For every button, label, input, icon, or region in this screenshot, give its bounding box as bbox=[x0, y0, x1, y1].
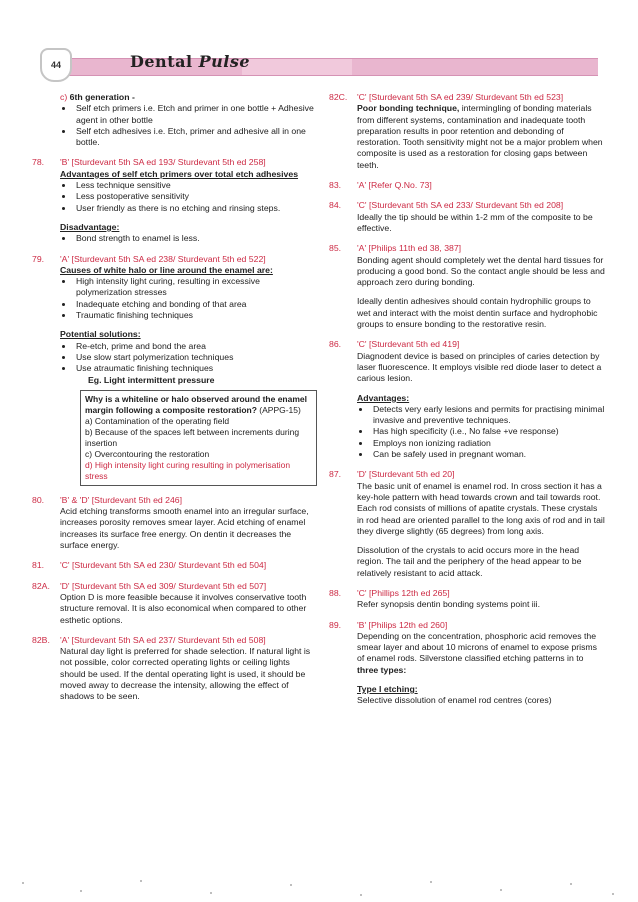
speckle bbox=[500, 889, 502, 891]
answer-text: Depending on the concentration, phosphoric acid removes the smear layer and about 10 microns of enamel to expose prisms of enamel rods. Silverstone classified etching patterns in to bbox=[357, 630, 597, 664]
question-87 bbox=[329, 469, 605, 579]
speckle bbox=[430, 881, 432, 883]
question-80 bbox=[32, 495, 317, 551]
answer-bold: three types: bbox=[357, 664, 407, 675]
causes-heading: Causes of white halo or line around the enamel are: bbox=[60, 264, 273, 275]
speckle bbox=[290, 884, 292, 886]
advantages-heading: Advantages: bbox=[357, 392, 410, 403]
answer-reference: 'A' [Refer Q.No. 73] bbox=[357, 180, 432, 191]
answer-bold: Poor bonding technique, bbox=[357, 103, 460, 114]
advantages-heading: Advantages of self etch primers over total etch adhesives bbox=[60, 168, 299, 179]
example-text: Eg. Light intermittent pressure bbox=[88, 374, 215, 385]
speckle bbox=[360, 894, 362, 896]
question-box bbox=[80, 390, 317, 486]
answer-reference: 'C' [Sturdevant 5th SA ed 239/ Sturdevant 5th ed 523] bbox=[357, 92, 564, 102]
question-number: 89. bbox=[329, 619, 342, 630]
list-item: • Self etch adhesives i.e. Etch, primer and adhesive all in one bottle. bbox=[74, 126, 317, 149]
question-81 bbox=[32, 560, 317, 571]
logo-script: Pulse bbox=[198, 52, 251, 71]
answer-text: Ideally the tip should be within 1-2 mm of the composite to be effective. bbox=[357, 211, 593, 233]
question-85 bbox=[329, 243, 605, 330]
tooth-icon bbox=[40, 48, 72, 82]
box-question: Why is a whiteline or halo observed around the enamel margin following a composite restoration? bbox=[85, 393, 307, 415]
box-option-a: a) Contamination of the operating field bbox=[85, 415, 230, 426]
answer-reference: 'B' [Sturdevant 5th SA ed 193/ Sturdevant 5th ed 258] bbox=[60, 157, 266, 168]
question-82a bbox=[32, 581, 317, 626]
answer-text: Selective dissolution of enamel rod centres (cores) bbox=[357, 695, 552, 706]
question-78 bbox=[32, 157, 317, 244]
question-88 bbox=[329, 588, 605, 611]
answer-text: Refer synopsis dentin bonding systems point iii. bbox=[357, 599, 541, 610]
box-tag: (APPG-15) bbox=[259, 404, 301, 415]
list-item: • Less technique sensitive bbox=[74, 180, 317, 191]
speckle bbox=[22, 882, 24, 884]
list-item: • Use slow start polymerization techniques bbox=[74, 352, 317, 363]
list-item: • Re-etch, prime and bond the area bbox=[74, 341, 317, 352]
answer-text: Acid etching transforms smooth enamel into an irregular surface, increases porosity removes smear layer. Acid etching of enamel increases its surface free energy. On dentin it decreases the surface energy. bbox=[60, 506, 309, 551]
question-79 bbox=[32, 254, 317, 486]
type-heading: Type I etching: bbox=[357, 684, 418, 695]
answer-reference: 'D' [Sturdevant 5th ed 20] bbox=[357, 469, 455, 480]
question-number: 81. bbox=[32, 560, 45, 571]
question-86 bbox=[329, 339, 605, 460]
answer-text: Bonding agent should completely wet the dental hard tissues for producing a good bond. So the contact angle should be less and approach zero during bonding. bbox=[357, 254, 605, 288]
speckle bbox=[140, 880, 142, 882]
question-number: 78. bbox=[32, 157, 45, 168]
list-item: • Detects very early lesions and permits for practising minimal invasive and preventive techniques. bbox=[371, 404, 605, 427]
item-c bbox=[32, 92, 317, 148]
box-option-c: c) Overcontouring the restoration bbox=[85, 448, 210, 459]
list-item: • User friendly as there is no etching and rinsing steps. bbox=[74, 203, 317, 214]
answer-reference: 'A' [Philips 11th ed 38, 387] bbox=[357, 243, 462, 254]
question-number: 85. bbox=[329, 243, 342, 254]
box-option-b: b) Because of the spaces left between increments during insertion bbox=[85, 426, 300, 448]
question-82c bbox=[329, 92, 605, 171]
question-number: 84. bbox=[329, 200, 342, 211]
list-item: • Has high specificity (i.e., No false +ve response) bbox=[371, 426, 605, 437]
question-number: 82C. bbox=[329, 92, 348, 102]
page-number: 44 bbox=[50, 60, 61, 70]
question-number: 82A. bbox=[32, 580, 50, 591]
item-title: 6th generation - bbox=[69, 92, 135, 102]
answer-reference: 'D' [Sturdevant 5th SA ed 309/ Sturdevant 5th ed 507] bbox=[60, 580, 267, 591]
answer-text: Option D is more feasible because it involves conservative tooth structure removal. It is also economical when compared to other esthetic options. bbox=[60, 591, 307, 625]
question-84 bbox=[329, 200, 605, 234]
speckle bbox=[612, 893, 614, 895]
answer-reference: 'C' [Sturdevant 5th ed 419] bbox=[357, 339, 460, 350]
page-footer-texture bbox=[0, 872, 638, 902]
question-number: 83. bbox=[329, 180, 342, 191]
answer-reference: 'B' [Philips 12th ed 260] bbox=[357, 619, 448, 630]
question-number: 82B. bbox=[32, 634, 50, 645]
list-item: • Use atraumatic finishing techniques bbox=[74, 363, 317, 374]
item-letter: c) bbox=[60, 92, 68, 102]
list-item: • High intensity light curing, resulting in excessive polymerization stresses bbox=[74, 276, 317, 299]
answer-text: Diagnodent device is based on principles of caries detection by laser fluorescence. It employs visible red diode laser to detect a carious lesion. bbox=[357, 350, 602, 384]
answer-text: Ideally dentin adhesives should contain hydrophilic groups to wet and interact with the moist dentin surface and hydrophobic groups to ensure bonding to the restorative resin. bbox=[357, 296, 598, 330]
answer-text: intermingling of bonding materials from different systems, contamination and inadequate tooth preparation results in poor retention and debonding of restoration. Tooth sensitivity might not be a major problem when composite is used as a restoration for closing gaps between teeth. bbox=[357, 103, 603, 170]
list-item: • Employs non ionizing radiation bbox=[371, 438, 605, 449]
list-item: • Self etch primers i.e. Etch and primer in one bottle + Adhesive agent in other bottle bbox=[74, 103, 317, 126]
question-83 bbox=[329, 180, 605, 191]
question-number: 86. bbox=[329, 339, 342, 350]
answer-text: The basic unit of enamel is enamel rod. In cross section it has a key-hole pattern with head towards crown and tail towards root. Each rod consists of millions of apatite crystals. These crystals in rod head are oriented parallel to the long axis of rod and in tail they diverge slightly (65 degrees) from long axis. bbox=[357, 480, 605, 536]
page-header bbox=[38, 48, 598, 78]
answer-text: Natural day light is preferred for shade selection. If natural light is not possible, color corrected operating lights or ceiling lights should be used. If the dental operating light is used, it should be moved away to decrease the intensity, allowing the effect of shadows to be seen. bbox=[60, 646, 311, 702]
solutions-heading: Potential solutions: bbox=[60, 329, 141, 340]
box-option-d: d) High intensity light curing resulting in polymerisation stress bbox=[85, 459, 291, 481]
disadvantage-heading: Disadvantage: bbox=[60, 221, 120, 232]
answer-reference: 'B' & 'D' [Sturdevant 5th ed 246] bbox=[60, 494, 183, 505]
question-82b bbox=[32, 635, 317, 703]
question-number: 80. bbox=[32, 494, 45, 505]
journal-logo bbox=[130, 52, 250, 71]
question-number: 79. bbox=[32, 253, 45, 264]
answer-reference: 'A' [Sturdevant 5th SA ed 237/ Sturdevant 5th ed 508] bbox=[60, 634, 266, 645]
answer-reference: 'A' [Sturdevant 5th SA ed 238/ Sturdevant 5th ed 522] bbox=[60, 253, 266, 264]
question-number: 88. bbox=[329, 587, 342, 598]
list-item: • Less postoperative sensitivity bbox=[74, 191, 317, 202]
answer-reference: 'C' [Sturdevant 5th SA ed 230/ Sturdevant 5th ed 504] bbox=[60, 560, 267, 571]
speckle bbox=[80, 890, 82, 892]
speckle bbox=[210, 892, 212, 894]
left-column bbox=[32, 92, 317, 712]
list-item: • Bond strength to enamel is less. bbox=[74, 233, 317, 244]
answer-text: Dissolution of the crystals to acid occurs more in the head region. The tail and the periphery of the head appear to be relatively resistant to acid attack. bbox=[357, 545, 582, 578]
answer-reference: 'C' [Sturdevant 5th SA ed 233/ Sturdevant 5th ed 208] bbox=[357, 200, 564, 211]
question-number: 87. bbox=[329, 469, 342, 480]
logo-main: Dental bbox=[130, 52, 193, 71]
list-item: • Can be safely used in pregnant woman. bbox=[371, 449, 605, 460]
question-89 bbox=[329, 620, 605, 707]
header-section-tint bbox=[242, 59, 352, 75]
answer-reference: 'C' [Phillips 12th ed 265] bbox=[357, 587, 450, 598]
list-item: • Traumatic finishing techniques bbox=[74, 310, 317, 321]
list-item: • Inadequate etching and bonding of that area bbox=[74, 299, 317, 310]
speckle bbox=[570, 883, 572, 885]
right-column bbox=[329, 92, 605, 716]
